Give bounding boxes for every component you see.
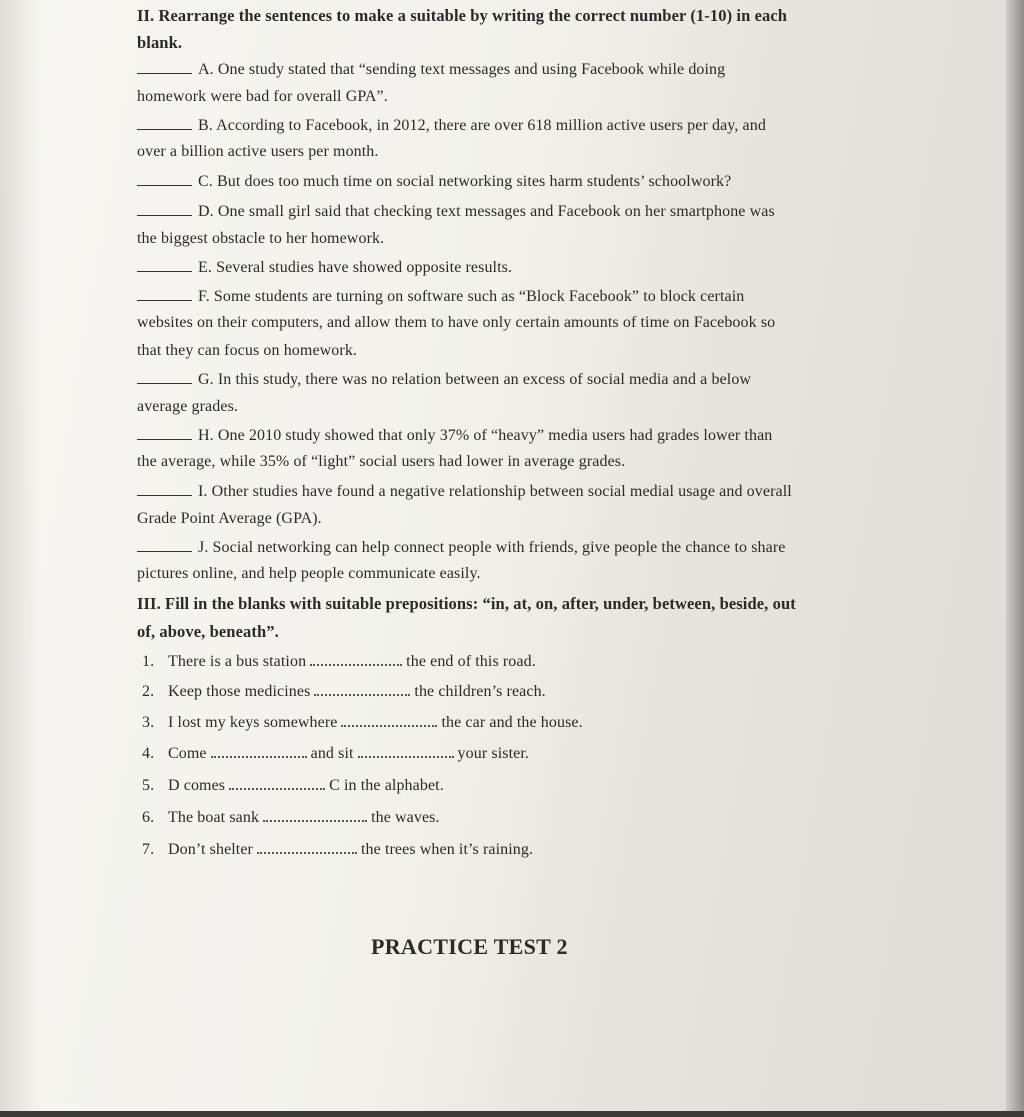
sentence-item-g: G. In this study, there was no relation between an excess of social media and a below: [137, 371, 751, 389]
sentence-item-e: E. Several studies have showed opposite results.: [137, 259, 512, 277]
preposition-item-7: 7. Don’t shelter the trees when it’s raining.: [142, 841, 534, 858]
answer-blank[interactable]: [257, 851, 357, 854]
answer-blank[interactable]: [137, 550, 192, 552]
answer-blank[interactable]: [137, 270, 192, 272]
sentence-item-i: I. Other studies have found a negative relationship between social medial usage and overall: [137, 483, 792, 501]
answer-blank[interactable]: [263, 819, 367, 822]
answer-blank[interactable]: [137, 214, 192, 216]
sentence-item-j-cont: pictures online, and help people communicate easily.: [137, 565, 481, 582]
preposition-item-4: 4. Come and sit your sister.: [142, 745, 529, 762]
sentence-item-h: H. One 2010 study showed that only 37% of “heavy” media users had grades lower than: [137, 427, 772, 445]
sentence-item-f: F. Some students are turning on software such as “Block Facebook” to block certain: [137, 288, 744, 306]
answer-blank[interactable]: [137, 494, 192, 496]
section-2-title: II. Rearrange the sentences to make a suitable by writing the correct number (1-10) in each: [137, 6, 788, 25]
answer-blank[interactable]: [341, 724, 437, 727]
sentence-item-i-cont: Grade Point Average (GPA).: [137, 510, 322, 527]
sentence-item-f-cont-1: websites on their computers, and allow them to have only certain amounts of time on Facebook so: [137, 314, 776, 331]
sentence-item-h-cont: the average, while 35% of “light” social users had lower in average grades.: [137, 453, 626, 470]
answer-blank[interactable]: [314, 693, 410, 696]
answer-blank[interactable]: [137, 382, 192, 384]
page-shadow: [0, 0, 40, 1117]
answer-blank[interactable]: [137, 128, 192, 130]
preposition-item-2: 2. Keep those medicines the children’s reach.: [142, 683, 546, 700]
page-bottom-edge: [0, 1111, 1024, 1117]
sentence-item-j: J. Social networking can help connect people with friends, give people the chance to share: [137, 539, 785, 557]
sentence-item-b: B. According to Facebook, in 2012, there are over 618 million active users per day, and: [137, 117, 766, 135]
answer-blank[interactable]: [137, 184, 192, 186]
answer-blank[interactable]: [137, 438, 192, 440]
answer-blank[interactable]: [310, 663, 402, 666]
answer-blank[interactable]: [211, 755, 307, 758]
sentence-item-d: D. One small girl said that checking text messages and Facebook on her smartphone was: [137, 203, 775, 221]
preposition-item-5: 5. D comes C in the alphabet.: [142, 777, 444, 794]
section-2-title-cont: blank.: [137, 33, 183, 52]
section-3-title: III. Fill in the blanks with suitable prepositions: “in, at, on, after, under, between, beside, out: [137, 594, 796, 613]
section-3-title-cont: of, above, beneath”.: [137, 622, 279, 641]
preposition-item-6: 6. The boat sank the waves.: [142, 809, 440, 826]
sentence-item-a: A. One study stated that “sending text messages and using Facebook while doing: [137, 61, 725, 79]
answer-blank[interactable]: [229, 787, 325, 790]
practice-test-title: PRACTICE TEST 2: [371, 934, 568, 959]
answer-blank[interactable]: [358, 755, 454, 758]
preposition-item-3: 3. I lost my keys somewhere the car and the house.: [142, 714, 583, 731]
sentence-item-g-cont: average grades.: [137, 398, 238, 415]
sentence-item-c: C. But does too much time on social networking sites harm students’ schoolwork?: [137, 173, 731, 191]
answer-blank[interactable]: [137, 72, 192, 74]
page-edge: [1006, 0, 1024, 1117]
sentence-item-a-cont: homework were bad for overall GPA”.: [137, 88, 388, 105]
sentence-item-f-cont-2: that they can focus on homework.: [137, 342, 358, 359]
answer-blank[interactable]: [137, 299, 192, 301]
sentence-item-b-cont: over a billion active users per month.: [137, 143, 379, 160]
preposition-item-1: 1. There is a bus station the end of this road.: [142, 653, 536, 670]
sentence-item-d-cont: the biggest obstacle to her homework.: [137, 230, 385, 247]
